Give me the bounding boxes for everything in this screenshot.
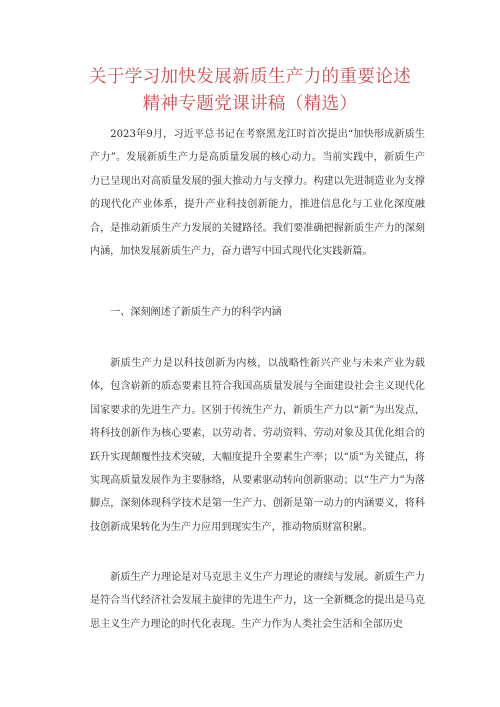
- intro-paragraph: 2023年9月，习近平总书记在考察黑龙江时首次提出“加快形成新质生产力”。发展新质生产力是高质量发展的核心动力。当前实践中，新质生产力已呈现出对高质量发展的强大推动力与支撑力。构建以先进制造业为支撑的现代化产业体系，提升产业科技创新能力，推进信息化与工业化深度融合，是推动新质生产力发展的关键路径。我们要准确把握新质生产力的深刻内涵，加快发展新质生产力，奋力谱写中国式现代化实践新篇。: [90, 129, 425, 258]
- body-paragraph-2: 新质生产力理论是对马克思主义生产力理论的赓续与发展。新质生产力是符合当代经济社会发展主旋律的先进生产力，这一全新概念的提出是马克思主义生产力理论的时代化表现。生产力作为人类社会生活和全部历史: [90, 572, 425, 630]
- document-title-line-1: 关于学习加快发展新质生产力的重要论述: [88, 67, 412, 87]
- body-paragraph-1: 新质生产力是以科技创新为内核，以战略性新兴产业与未来产业为载体，包含崭新的质态要素且符合我国高质量发展与全面建设社会主义现代化国家要求的先进生产力。区别于传统生产力，新质生产力以“新”为出发点，将科技创新作为核心要素，以劳动者、劳动资料、劳动对象及其优化组合的跃升实现颠覆性技术突破，大幅度提升全要素生产率；以“质”为关键点，将实现高质量发展作为主要脉络，从要素驱动转向创新驱动；以“生产力”为落脚点，深刻体现科学技术是第一生产力、创新是第一动力的内涵要义，将科技创新成果转化为生产力应用到现实生产，推动物质财富积累。: [90, 358, 425, 533]
- section-heading: 一、深刻阐述了新质生产力的科学内涵: [110, 307, 282, 318]
- document-title-line-2: 精神专题党课讲稿（精选）: [142, 94, 358, 114]
